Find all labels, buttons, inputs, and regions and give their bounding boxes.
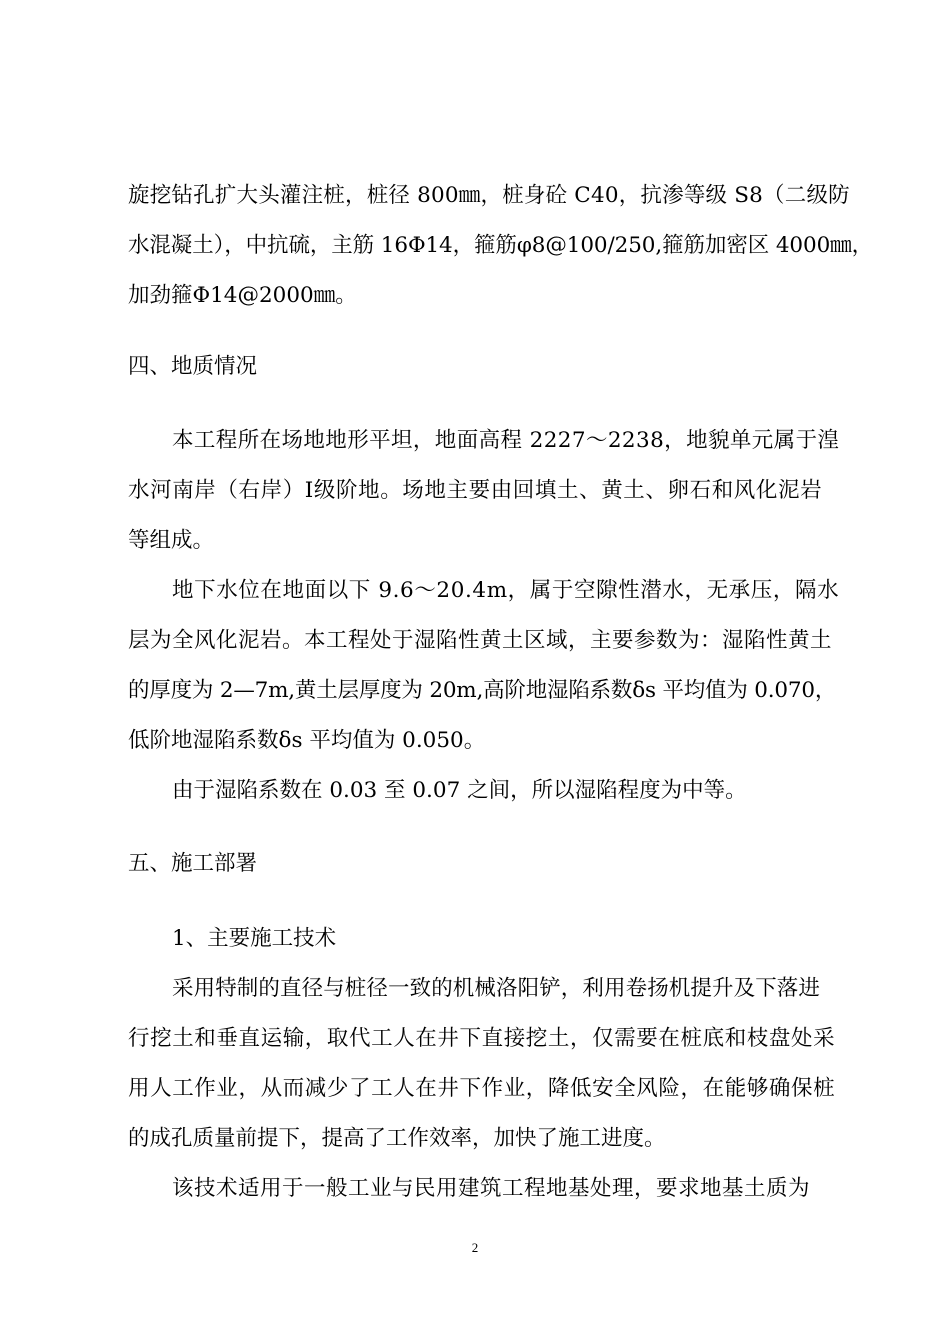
- subsection-heading: 1、主要施工技术: [172, 926, 337, 951]
- paragraph-line: 本工程所在场地地形平坦，地面高程 2227～2238，地貌单元属于湟: [172, 428, 840, 453]
- paragraph-line: 等组成。: [128, 528, 215, 553]
- paragraph-line: 地下水位在地面以下 9.6～20.4m，属于空隙性潜水，无承压，隔水: [172, 578, 840, 603]
- paragraph-line: 由于湿陷系数在 0.03 至 0.07 之间，所以湿陷程度为中等。: [172, 778, 747, 803]
- section-heading: 四、地质情况: [128, 354, 258, 379]
- paragraph-line: 层为全风化泥岩。本工程处于湿陷性黄土区域，主要参数为：湿陷性黄土: [128, 628, 833, 653]
- section-heading: 五、施工部署: [128, 851, 258, 876]
- paragraph-line: 的成孔质量前提下，提高了工作效率，加快了施工进度。: [128, 1126, 666, 1151]
- paragraph-line: 行挖土和垂直运输，取代工人在井下直接挖土，仅需要在桩底和枝盘处采: [128, 1026, 836, 1051]
- paragraph-line: 加劲箍Φ14@2000㎜。: [128, 283, 357, 308]
- paragraph-line: 该技术适用于一般工业与民用建筑工程地基处理，要求地基土质为: [172, 1176, 811, 1201]
- paragraph-line: 旋挖钻孔扩大头灌注桩，桩径 800㎜，桩身砼 C40，抗渗等级 S8（二级防: [128, 183, 850, 208]
- paragraph-line: 的厚度为 2—7m,黄土层厚度为 20m,高阶地湿陷系数δs 平均值为 0.070，: [128, 678, 837, 703]
- page-number: 2: [471, 1240, 479, 1255]
- paragraph-line: 用人工作业，从而减少了工人在井下作业，降低安全风险，在能够确保桩: [128, 1076, 836, 1101]
- paragraph-line: 水河南岸（右岸）Ⅰ级阶地。场地主要由回填土、黄土、卵石和风化泥岩: [128, 478, 823, 503]
- paragraph-line: 水混凝土），中抗硫，主筋 16Φ14，箍筋φ8@100/250,箍筋加密区 4000㎜，: [128, 233, 873, 258]
- paragraph-line: 低阶地湿陷系数δs 平均值为 0.050。: [128, 728, 486, 753]
- paragraph-line: 采用特制的直径与桩径一致的机械洛阳铲，利用卷扬机提升及下落进: [172, 976, 821, 1001]
